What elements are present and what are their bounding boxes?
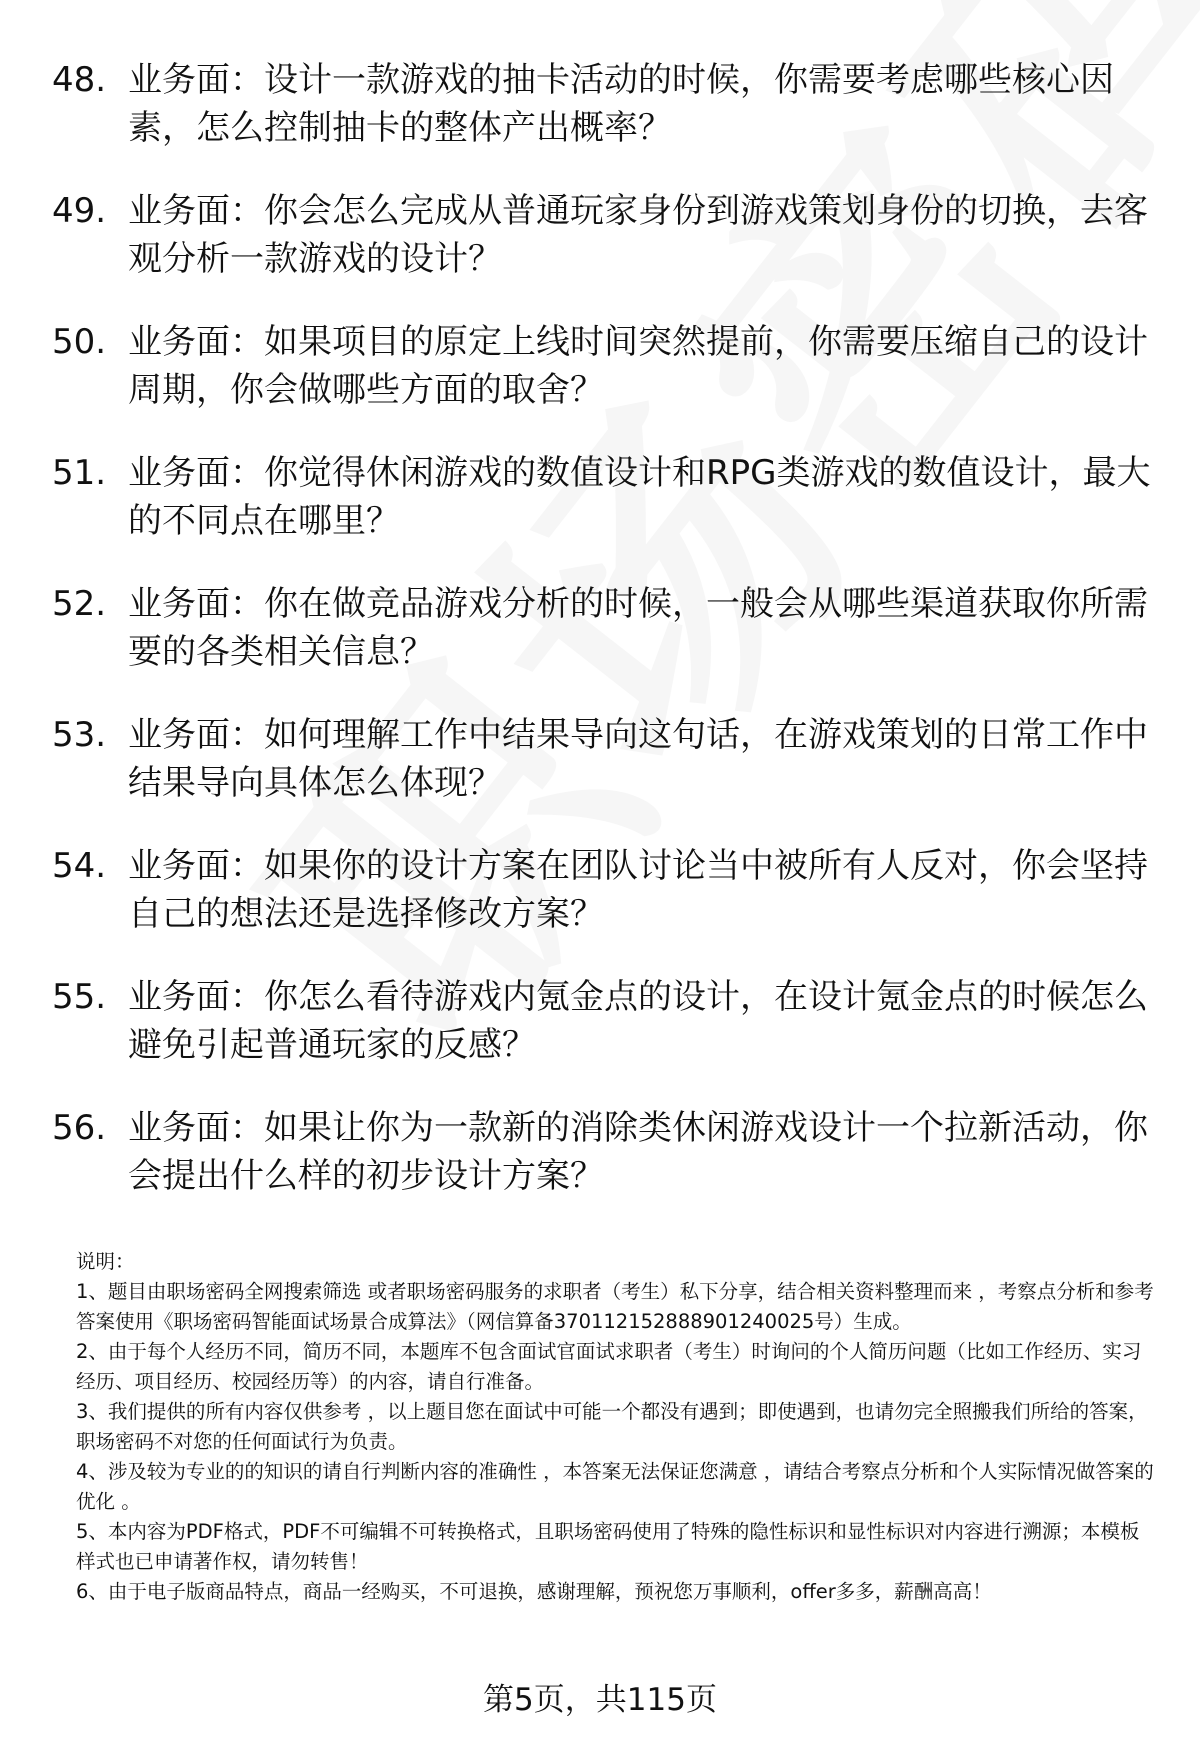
question-item [52, 318, 1152, 414]
question-text: 业务面：设计一款游戏的抽卡活动的时候，你需要考虑哪些核心因素，怎么控制抽卡的整体产出概率？ [128, 60, 1114, 148]
question-text: 业务面：如果让你为一款新的消除类休闲游戏设计一个拉新活动，你会提出什么样的初步设计方案？ [128, 1108, 1148, 1196]
question-number: 50. [52, 322, 107, 362]
question-text: 业务面：你会怎么完成从普通玩家身份到游戏策划身份的切换，去客观分析一款游戏的设计？ [128, 191, 1148, 279]
question-item [52, 842, 1152, 938]
note-item: 1、题目由职场密码全网搜索筛选 或者职场密码服务的求职者（考生）私下分享，结合相关资料整理而来 ，考察点分析和参考答案使用《职场密码智能面试场景合成算法》（网信算备370112152888901240025号）生成。 [76, 1280, 1154, 1333]
question-item [52, 187, 1152, 283]
question-item [52, 711, 1152, 807]
question-number: 52. [52, 584, 107, 624]
question-number: 48. [52, 60, 107, 100]
question-text: 业务面：你怎么看待游戏内氪金点的设计，在设计氪金点的时候怎么避免引起普通玩家的反感？ [128, 977, 1148, 1065]
note-item: 6、由于电子版商品特点，商品一经购买，不可退换，感谢理解，预祝您万事顺利，offer多多，薪酬高高！ [76, 1580, 992, 1603]
question-item [52, 449, 1152, 545]
note-item: 2、由于每个人经历不同，简历不同，本题库不包含面试官面试求职者（考生）时询问的个人简历问题（比如工作经历、实习经历、项目经历、校园经历等）的内容，请自行准备。 [76, 1340, 1142, 1393]
question-text: 业务面：你在做竞品游戏分析的时候，一般会从哪些渠道获取你所需要的各类相关信息？ [128, 584, 1148, 672]
question-text: 业务面：如果你的设计方案在团队讨论当中被所有人反对，你会坚持自己的想法还是选择修改方案？ [128, 846, 1148, 934]
question-item [52, 1104, 1152, 1200]
question-number: 56. [52, 1108, 107, 1148]
question-text: 业务面：如果项目的原定上线时间突然提前，你需要压缩自己的设计周期，你会做哪些方面的取舍？ [128, 322, 1148, 410]
question-text: 业务面：如何理解工作中结果导向这句话，在游戏策划的日常工作中结果导向具体怎么体现？ [128, 715, 1148, 803]
note-item: 5、本内容为PDF格式，PDF不可编辑不可转换格式，且职场密码使用了特殊的隐性标识和显性标识对内容进行溯源；本模板样式也已申请著作权，请勿转售！ [76, 1520, 1140, 1573]
note-item: 4、涉及较为专业的的知识的请自行判断内容的准确性 ，本答案无法保证您满意 ，请结合考察点分析和个人实际情况做答案的优化 。 [76, 1460, 1154, 1513]
question-number: 49. [52, 191, 107, 231]
question-number: 53. [52, 715, 107, 755]
question-number: 51. [52, 453, 107, 493]
question-text: 业务面：你觉得休闲游戏的数值设计和RPG类游戏的数值设计，最大的不同点在哪里？ [128, 453, 1151, 541]
notes-section [76, 1247, 1156, 1607]
question-item [52, 973, 1152, 1069]
question-number: 55. [52, 977, 107, 1017]
note-item: 3、我们提供的所有内容仅供参考 ，以上题目您在面试中可能一个都没有遇到；即使遇到，也请勿完全照搬我们所给的答案，职场密码不对您的任何面试行为负责。 [76, 1400, 1148, 1453]
question-number: 54. [52, 846, 107, 886]
notes-title: 说明： [76, 1250, 135, 1273]
question-item [52, 56, 1152, 152]
page-footer: 第5页，共115页 [483, 1682, 717, 1718]
question-list [52, 56, 1152, 1235]
question-item [52, 580, 1152, 676]
